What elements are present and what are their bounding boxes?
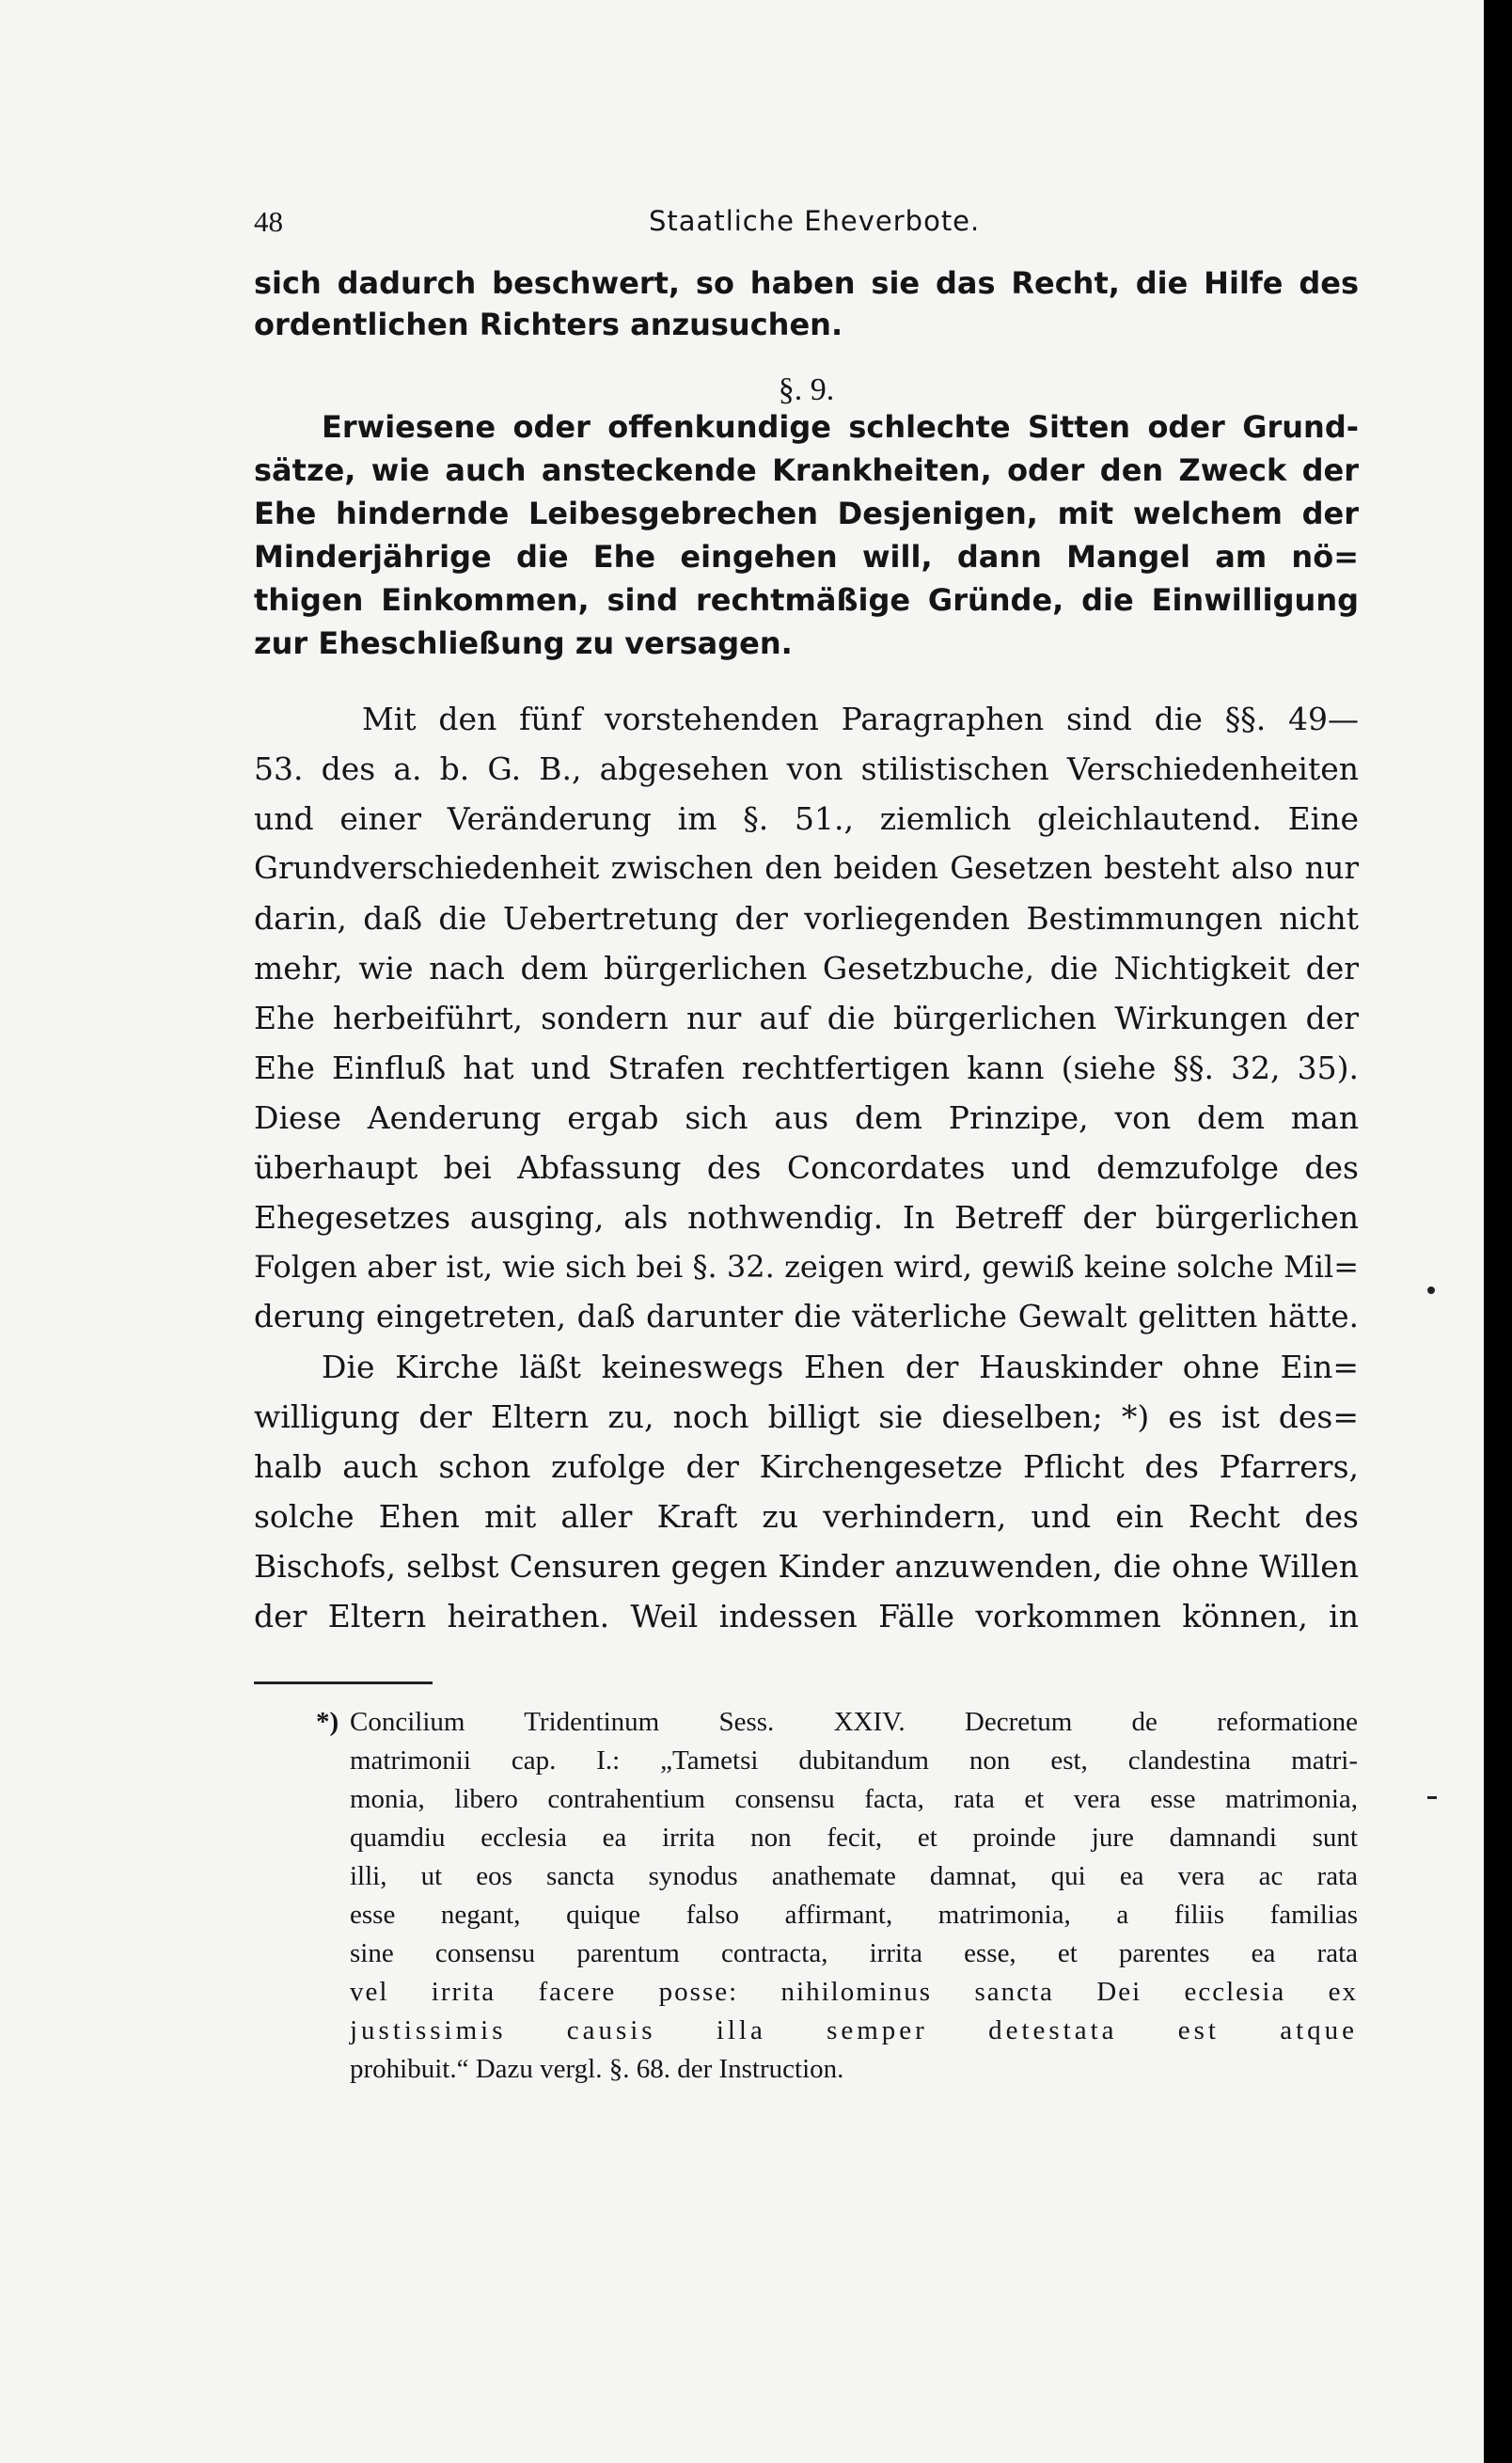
text-line: ordentlichen Richters anzusuchen.: [254, 307, 843, 342]
text-line: willigung der Eltern zu, noch billigt sie dieselben; *) es ist des=: [254, 1398, 1359, 1435]
footnote-line: monia, libero contrahentium consensu facta, rata et vera esse matrimonia,: [350, 1784, 1358, 1814]
footnote-line: matrimonii cap. I.: „Tametsi dubitandum non est, clandestina matri-: [350, 1745, 1358, 1776]
text-line: halb auch schon zufolge der Kirchengesetze Pflicht des Pfarrers,: [254, 1448, 1359, 1485]
section-heading: §. 9.: [778, 372, 835, 407]
text-line: Erwiesene oder offenkundige schlechte Sitten oder Grund-: [322, 409, 1359, 445]
footnote-line: justissimis causis illa semper detestata est atque: [350, 2015, 1358, 2045]
text-line: Die Kirche läßt keineswegs Ehen der Hauskinder ohne Ein=: [322, 1349, 1359, 1385]
text-line: Minderjährige die Ehe eingehen will, dann Mangel am nö=: [254, 539, 1359, 575]
text-line: Ehe Einfluß hat und Strafen rechtfertigen kann (siehe §§. 32, 35).: [254, 1050, 1359, 1086]
text-line: Folgen aber ist, wie sich bei §. 32. zeigen wird, gewiß keine solche Mil=: [254, 1249, 1359, 1285]
page-header: [254, 205, 1359, 252]
text-line: Mit den fünf vorstehenden Paragraphen sind die §§. 49—: [362, 701, 1359, 737]
text-line: solche Ehen mit aller Kraft zu verhindern, und ein Recht des: [254, 1498, 1359, 1535]
text-line: Ehegesetzes ausging, als nothwendig. In Betreff der bürgerlichen: [254, 1199, 1359, 1236]
text-line: sich dadurch beschwert, so haben sie das Recht, die Hilfe des: [254, 265, 1359, 301]
footnote-line: vel irrita facere posse: nihilominus sancta Dei ecclesia ex: [350, 1977, 1358, 2007]
footnote-line: esse negant, quique falso affirmant, matrimonia, a filiis familias: [350, 1900, 1358, 1930]
text-line: der Eltern heirathen. Weil indessen Fälle vorkommen können, in: [254, 1598, 1359, 1634]
margin-mark: [1427, 1287, 1435, 1294]
text-line: darin, daß die Uebertretung der vorliegenden Bestimmungen nicht: [254, 900, 1359, 937]
running-title: Staatliche Eheverbote.: [649, 205, 981, 237]
text-line: sätze, wie auch ansteckende Krankheiten, oder den Zweck der: [254, 452, 1359, 488]
text-line: mehr, wie nach dem bürgerlichen Gesetzbuche, die Nichtigkeit der: [254, 950, 1359, 987]
text-line: thigen Einkommen, sind rechtmäßige Gründe, die Einwilligung: [254, 582, 1359, 618]
margin-mark: [1427, 1796, 1437, 1799]
text-line: derung eingetreten, daß darunter die väterliche Gewalt gelitten hätte.: [254, 1299, 1359, 1334]
footnote-line: prohibuit.“ Dazu vergl. §. 68. der Instruction.: [350, 2054, 844, 2084]
text-line: Ehe hindernde Leibesgebrechen Desjenigen, mit welchem der: [254, 496, 1359, 531]
page-number: 48: [254, 205, 283, 238]
footnote-line: illi, ut eos sancta synodus anathemate damnat, qui ea vera ac rata: [350, 1861, 1358, 1891]
text-line: 53. des a. b. G. B., abgesehen von stilistischen Verschiedenheiten: [254, 750, 1359, 787]
footnote-line: sine consensu parentum contracta, irrita esse, et parentes ea rata: [350, 1938, 1358, 1968]
text-line: zur Eheschließung zu versagen.: [254, 625, 793, 661]
footnote-line: Concilium Tridentinum Sess. XXIV. Decretum de reformatione: [350, 1707, 1358, 1737]
footnote-marker: *): [316, 1707, 339, 1737]
footnote-rule: [254, 1681, 433, 1684]
text-line: überhaupt bei Abfassung des Concordates und demzufolge des: [254, 1149, 1359, 1186]
text-line: Bischofs, selbst Censuren gegen Kinder anzuwenden, die ohne Willen: [254, 1548, 1359, 1585]
text-line: Grundverschiedenheit zwischen den beiden Gesetzen besteht also nur: [254, 850, 1359, 886]
footnote-line: quamdiu ecclesia ea irrita non fecit, et proinde jure damnandi sunt: [350, 1823, 1358, 1853]
text-line: Ehe herbeiführt, sondern nur auf die bürgerlichen Wirkungen der: [254, 1000, 1359, 1036]
text-line: Diese Aenderung ergab sich aus dem Prinzipe, von dem man: [254, 1099, 1359, 1136]
text-line: und einer Veränderung im §. 51., ziemlich gleichlautend. Eine: [254, 800, 1359, 837]
